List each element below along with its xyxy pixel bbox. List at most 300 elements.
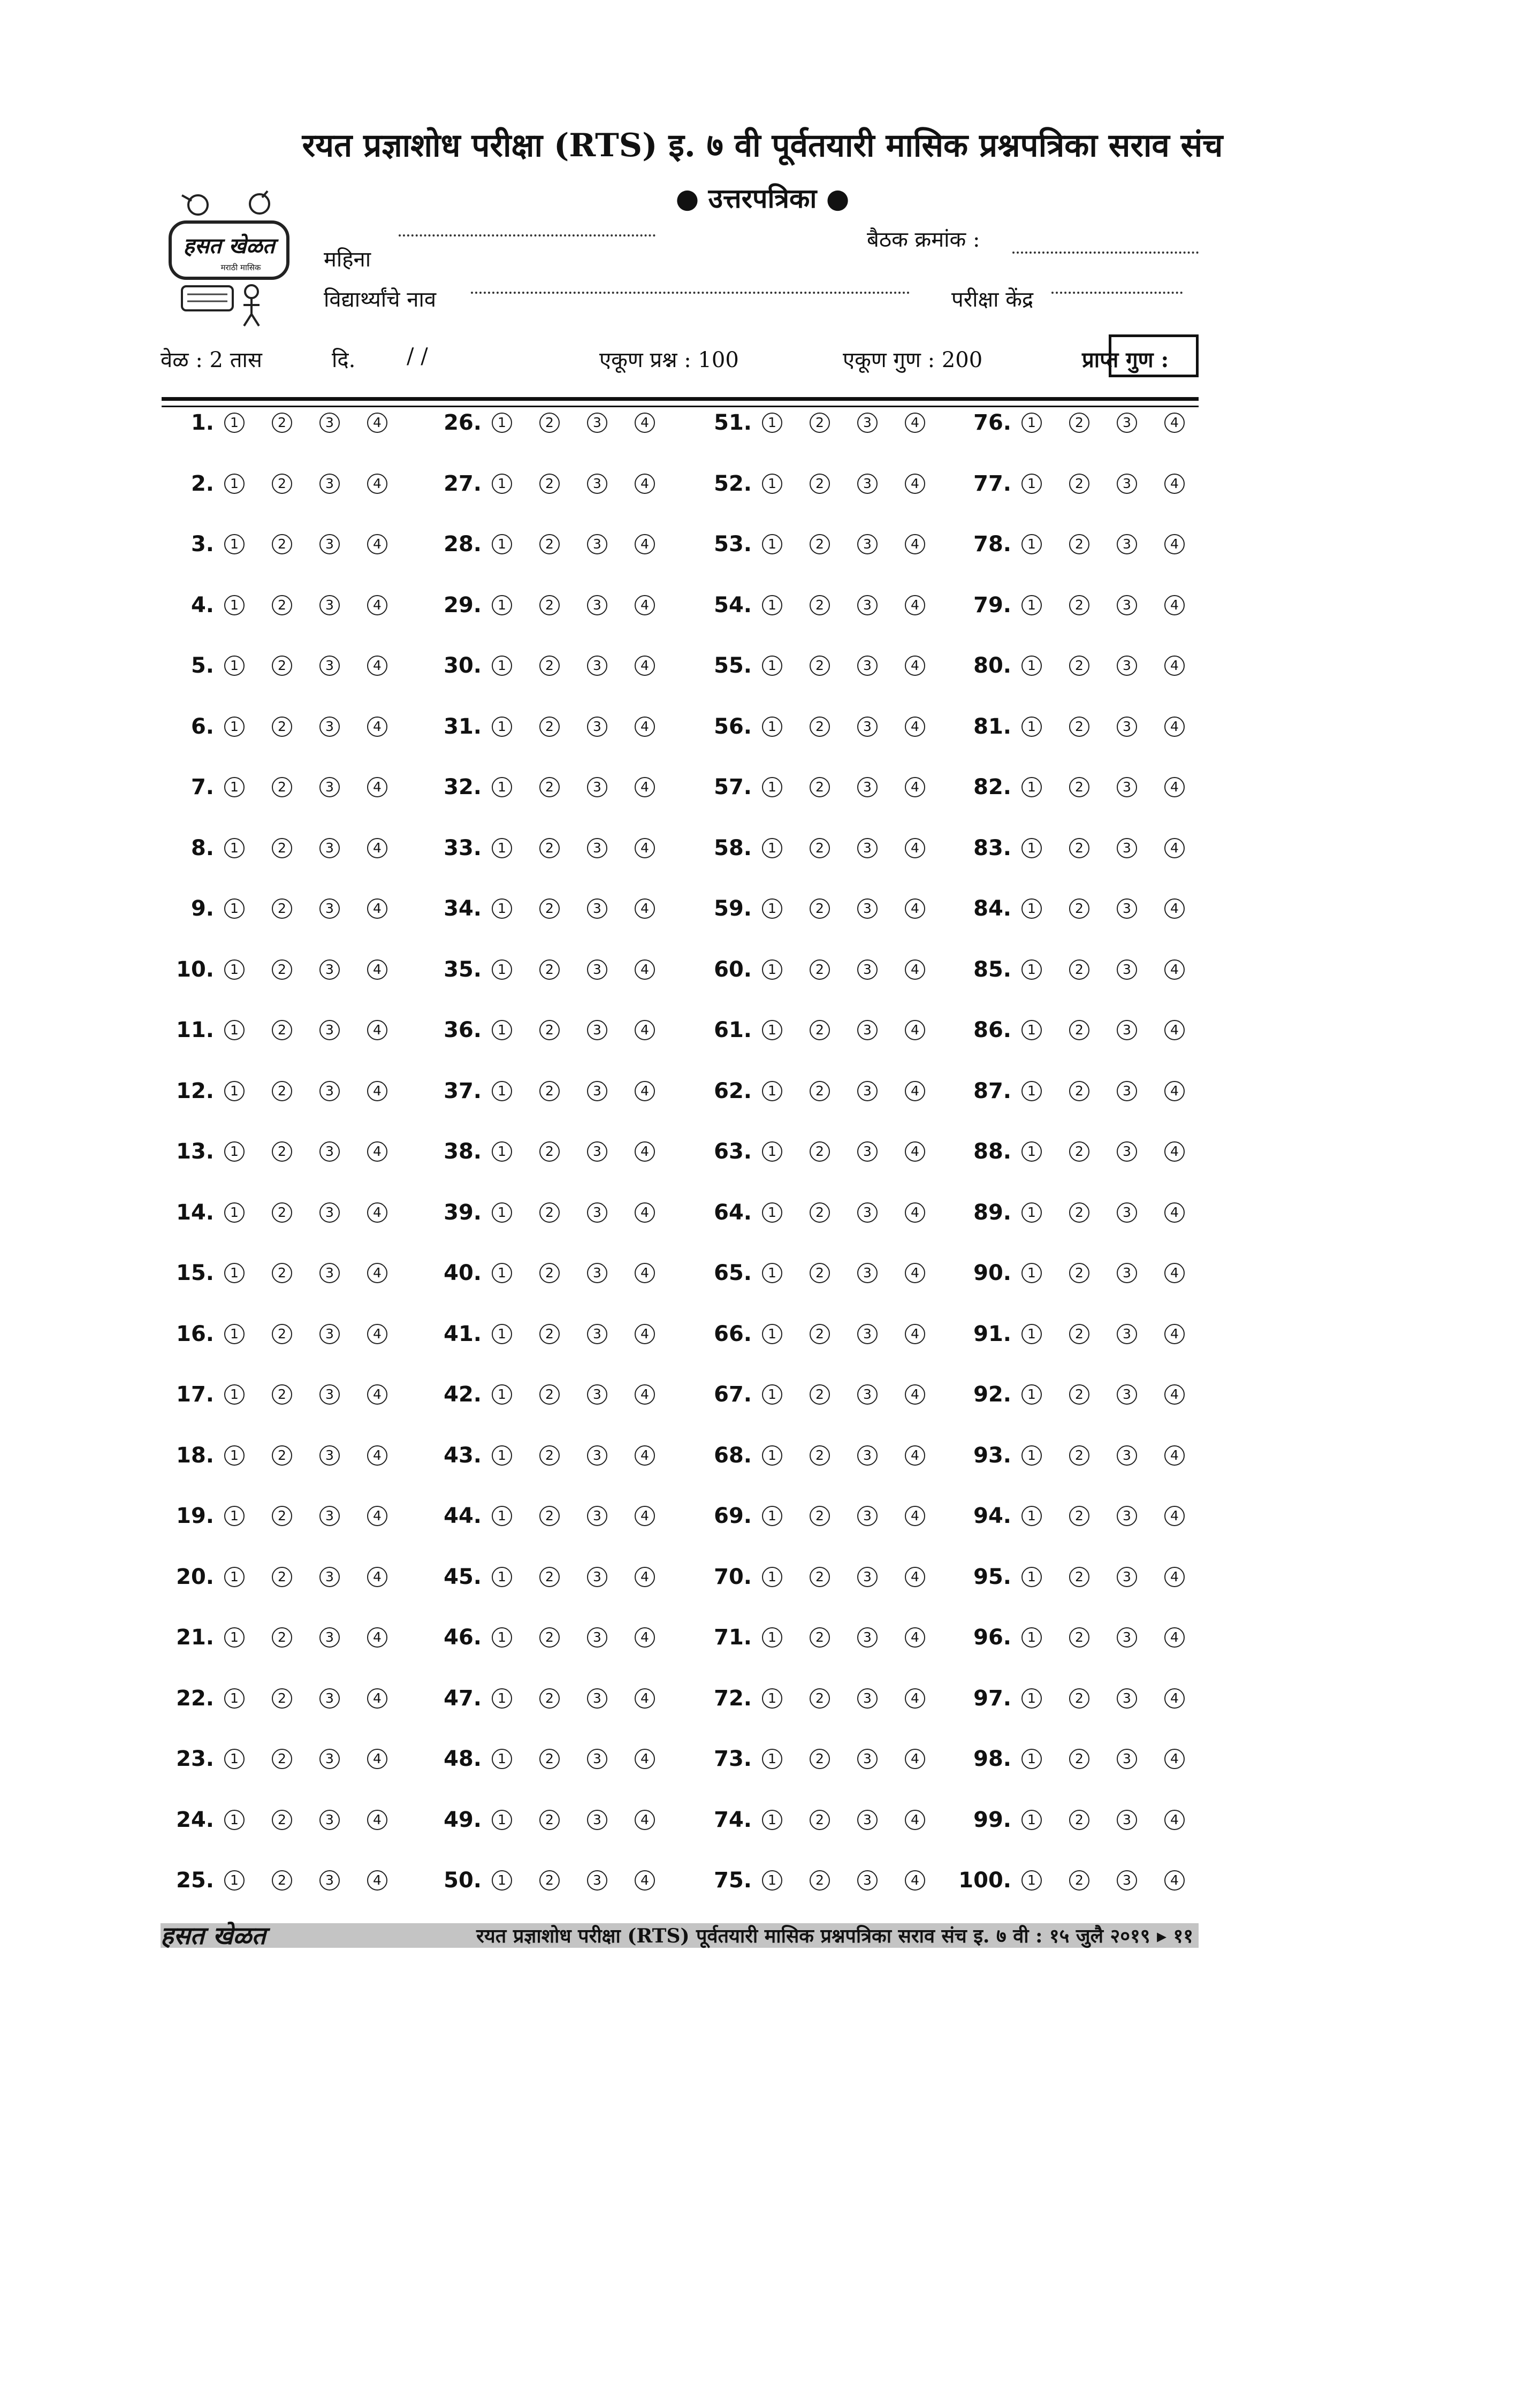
answer-bubble-1[interactable]: 1 [762, 1081, 782, 1101]
answer-bubble-4[interactable]: 4 [367, 595, 387, 615]
answer-bubble-1[interactable]: 1 [762, 1263, 782, 1283]
answer-bubble-1[interactable]: 1 [1021, 1020, 1042, 1040]
answer-bubble-2[interactable]: 2 [810, 1506, 830, 1526]
answer-bubble-1[interactable]: 1 [492, 1202, 512, 1223]
answer-bubble-3[interactable]: 3 [1117, 1384, 1137, 1405]
answer-bubble-1[interactable]: 1 [224, 1263, 245, 1283]
answer-bubble-4[interactable]: 4 [1164, 1749, 1185, 1769]
answer-bubble-1[interactable]: 1 [1021, 534, 1042, 554]
answer-bubble-2[interactable]: 2 [272, 1020, 292, 1040]
answer-bubble-2[interactable]: 2 [272, 898, 292, 919]
answer-bubble-4[interactable]: 4 [635, 1506, 655, 1526]
answer-bubble-1[interactable]: 1 [492, 1141, 512, 1162]
answer-bubble-3[interactable]: 3 [1117, 656, 1137, 676]
answer-bubble-1[interactable]: 1 [1021, 1749, 1042, 1769]
answer-bubble-2[interactable]: 2 [272, 413, 292, 433]
answer-bubble-3[interactable]: 3 [857, 534, 878, 554]
answer-bubble-1[interactable]: 1 [492, 1081, 512, 1101]
answer-bubble-1[interactable]: 1 [1021, 1081, 1042, 1101]
answer-bubble-3[interactable]: 3 [319, 1688, 340, 1709]
answer-bubble-1[interactable]: 1 [492, 959, 512, 980]
answer-bubble-3[interactable]: 3 [857, 1445, 878, 1466]
answer-bubble-3[interactable]: 3 [857, 1202, 878, 1223]
answer-bubble-4[interactable]: 4 [1164, 959, 1185, 980]
answer-bubble-3[interactable]: 3 [587, 474, 607, 494]
answer-bubble-4[interactable]: 4 [905, 1870, 925, 1891]
answer-bubble-4[interactable]: 4 [367, 1688, 387, 1709]
answer-bubble-3[interactable]: 3 [319, 1141, 340, 1162]
answer-bubble-1[interactable]: 1 [762, 1870, 782, 1891]
answer-bubble-4[interactable]: 4 [1164, 1627, 1185, 1648]
answer-bubble-3[interactable]: 3 [319, 413, 340, 433]
answer-bubble-3[interactable]: 3 [587, 1202, 607, 1223]
answer-bubble-2[interactable]: 2 [539, 1263, 560, 1283]
answer-bubble-2[interactable]: 2 [272, 1324, 292, 1344]
answer-bubble-3[interactable]: 3 [1117, 1749, 1137, 1769]
answer-bubble-1[interactable]: 1 [1021, 1810, 1042, 1830]
answer-bubble-4[interactable]: 4 [1164, 898, 1185, 919]
answer-bubble-1[interactable]: 1 [492, 1810, 512, 1830]
answer-bubble-2[interactable]: 2 [810, 898, 830, 919]
answer-bubble-3[interactable]: 3 [1117, 1567, 1137, 1587]
answer-bubble-1[interactable]: 1 [1021, 595, 1042, 615]
answer-bubble-4[interactable]: 4 [367, 474, 387, 494]
answer-bubble-2[interactable]: 2 [810, 1020, 830, 1040]
answer-bubble-4[interactable]: 4 [635, 413, 655, 433]
answer-bubble-3[interactable]: 3 [1117, 1810, 1137, 1830]
answer-bubble-3[interactable]: 3 [857, 1263, 878, 1283]
answer-bubble-1[interactable]: 1 [492, 656, 512, 676]
answer-bubble-4[interactable]: 4 [367, 1627, 387, 1648]
answer-bubble-1[interactable]: 1 [762, 777, 782, 797]
answer-bubble-2[interactable]: 2 [539, 1567, 560, 1587]
answer-bubble-1[interactable]: 1 [224, 656, 245, 676]
answer-bubble-4[interactable]: 4 [905, 1506, 925, 1526]
answer-bubble-1[interactable]: 1 [1021, 898, 1042, 919]
answer-bubble-2[interactable]: 2 [272, 1688, 292, 1709]
answer-bubble-3[interactable]: 3 [587, 1263, 607, 1283]
answer-bubble-4[interactable]: 4 [367, 959, 387, 980]
answer-bubble-1[interactable]: 1 [1021, 717, 1042, 737]
answer-bubble-4[interactable]: 4 [1164, 1081, 1185, 1101]
answer-bubble-2[interactable]: 2 [539, 595, 560, 615]
answer-bubble-4[interactable]: 4 [1164, 1506, 1185, 1526]
answer-bubble-4[interactable]: 4 [905, 1081, 925, 1101]
answer-bubble-4[interactable]: 4 [905, 777, 925, 797]
answer-bubble-4[interactable]: 4 [905, 1445, 925, 1466]
answer-bubble-1[interactable]: 1 [224, 474, 245, 494]
answer-bubble-2[interactable]: 2 [539, 1202, 560, 1223]
answer-bubble-4[interactable]: 4 [905, 1324, 925, 1344]
answer-bubble-4[interactable]: 4 [635, 1020, 655, 1040]
answer-bubble-2[interactable]: 2 [272, 1870, 292, 1891]
answer-bubble-4[interactable]: 4 [367, 534, 387, 554]
answer-bubble-4[interactable]: 4 [1164, 1445, 1185, 1466]
answer-bubble-1[interactable]: 1 [224, 1870, 245, 1891]
answer-bubble-3[interactable]: 3 [587, 959, 607, 980]
answer-bubble-2[interactable]: 2 [810, 1384, 830, 1405]
answer-bubble-2[interactable]: 2 [810, 595, 830, 615]
answer-bubble-1[interactable]: 1 [762, 656, 782, 676]
answer-bubble-4[interactable]: 4 [367, 1749, 387, 1769]
answer-bubble-3[interactable]: 3 [319, 959, 340, 980]
answer-bubble-1[interactable]: 1 [762, 1627, 782, 1648]
answer-bubble-4[interactable]: 4 [1164, 1870, 1185, 1891]
answer-bubble-3[interactable]: 3 [1117, 534, 1137, 554]
answer-bubble-2[interactable]: 2 [810, 1141, 830, 1162]
answer-bubble-4[interactable]: 4 [1164, 1810, 1185, 1830]
answer-bubble-3[interactable]: 3 [319, 1627, 340, 1648]
answer-bubble-3[interactable]: 3 [319, 1081, 340, 1101]
answer-bubble-2[interactable]: 2 [1069, 1688, 1089, 1709]
answer-bubble-2[interactable]: 2 [272, 1202, 292, 1223]
answer-bubble-3[interactable]: 3 [587, 898, 607, 919]
answer-bubble-2[interactable]: 2 [810, 1870, 830, 1891]
answer-bubble-3[interactable]: 3 [587, 777, 607, 797]
answer-bubble-1[interactable]: 1 [224, 777, 245, 797]
answer-bubble-1[interactable]: 1 [492, 1506, 512, 1526]
answer-bubble-4[interactable]: 4 [905, 413, 925, 433]
answer-bubble-4[interactable]: 4 [1164, 1384, 1185, 1405]
answer-bubble-4[interactable]: 4 [905, 474, 925, 494]
answer-bubble-2[interactable]: 2 [272, 838, 292, 858]
answer-bubble-1[interactable]: 1 [762, 1445, 782, 1466]
answer-bubble-1[interactable]: 1 [492, 1384, 512, 1405]
answer-bubble-3[interactable]: 3 [319, 1506, 340, 1526]
answer-bubble-1[interactable]: 1 [1021, 1567, 1042, 1587]
answer-bubble-2[interactable]: 2 [539, 1081, 560, 1101]
answer-bubble-3[interactable]: 3 [587, 1384, 607, 1405]
answer-bubble-3[interactable]: 3 [587, 656, 607, 676]
answer-bubble-4[interactable]: 4 [367, 1020, 387, 1040]
answer-bubble-1[interactable]: 1 [1021, 474, 1042, 494]
answer-bubble-1[interactable]: 1 [1021, 1627, 1042, 1648]
answer-bubble-1[interactable]: 1 [1021, 777, 1042, 797]
answer-bubble-1[interactable]: 1 [1021, 1202, 1042, 1223]
answer-bubble-2[interactable]: 2 [1069, 1141, 1089, 1162]
answer-bubble-2[interactable]: 2 [539, 1445, 560, 1466]
answer-bubble-4[interactable]: 4 [905, 959, 925, 980]
answer-bubble-1[interactable]: 1 [762, 959, 782, 980]
answer-bubble-3[interactable]: 3 [319, 1445, 340, 1466]
answer-bubble-3[interactable]: 3 [857, 1081, 878, 1101]
student-name-field[interactable] [471, 292, 910, 294]
answer-bubble-1[interactable]: 1 [1021, 1870, 1042, 1891]
answer-bubble-2[interactable]: 2 [272, 1141, 292, 1162]
answer-bubble-3[interactable]: 3 [857, 1688, 878, 1709]
answer-bubble-2[interactable]: 2 [1069, 1081, 1089, 1101]
answer-bubble-2[interactable]: 2 [539, 1870, 560, 1891]
answer-bubble-3[interactable]: 3 [857, 413, 878, 433]
answer-bubble-2[interactable]: 2 [1069, 1870, 1089, 1891]
answer-bubble-3[interactable]: 3 [587, 1324, 607, 1344]
answer-bubble-1[interactable]: 1 [492, 474, 512, 494]
answer-bubble-1[interactable]: 1 [762, 1202, 782, 1223]
answer-bubble-3[interactable]: 3 [319, 1567, 340, 1587]
answer-bubble-4[interactable]: 4 [1164, 838, 1185, 858]
answer-bubble-1[interactable]: 1 [762, 1384, 782, 1405]
answer-bubble-1[interactable]: 1 [224, 1749, 245, 1769]
answer-bubble-3[interactable]: 3 [1117, 1688, 1137, 1709]
answer-bubble-4[interactable]: 4 [905, 1202, 925, 1223]
answer-bubble-2[interactable]: 2 [810, 1627, 830, 1648]
answer-bubble-4[interactable]: 4 [635, 1384, 655, 1405]
answer-bubble-1[interactable]: 1 [762, 1141, 782, 1162]
answer-bubble-3[interactable]: 3 [1117, 717, 1137, 737]
answer-bubble-4[interactable]: 4 [905, 1020, 925, 1040]
answer-bubble-4[interactable]: 4 [367, 1202, 387, 1223]
answer-bubble-4[interactable]: 4 [367, 717, 387, 737]
answer-bubble-2[interactable]: 2 [1069, 534, 1089, 554]
answer-bubble-3[interactable]: 3 [857, 1141, 878, 1162]
answer-bubble-3[interactable]: 3 [587, 534, 607, 554]
answer-bubble-3[interactable]: 3 [1117, 1202, 1137, 1223]
answer-bubble-2[interactable]: 2 [539, 838, 560, 858]
answer-bubble-3[interactable]: 3 [857, 1627, 878, 1648]
answer-bubble-1[interactable]: 1 [762, 534, 782, 554]
answer-bubble-4[interactable]: 4 [905, 838, 925, 858]
answer-bubble-4[interactable]: 4 [367, 777, 387, 797]
answer-bubble-3[interactable]: 3 [857, 1324, 878, 1344]
answer-bubble-2[interactable]: 2 [1069, 413, 1089, 433]
answer-bubble-1[interactable]: 1 [1021, 1263, 1042, 1283]
answer-bubble-1[interactable]: 1 [1021, 1384, 1042, 1405]
answer-bubble-3[interactable]: 3 [587, 838, 607, 858]
answer-bubble-4[interactable]: 4 [635, 656, 655, 676]
answer-bubble-3[interactable]: 3 [857, 1567, 878, 1587]
answer-bubble-4[interactable]: 4 [635, 1627, 655, 1648]
answer-bubble-4[interactable]: 4 [635, 534, 655, 554]
answer-bubble-2[interactable]: 2 [810, 1263, 830, 1283]
answer-bubble-4[interactable]: 4 [367, 1445, 387, 1466]
answer-bubble-2[interactable]: 2 [272, 595, 292, 615]
month-field[interactable] [399, 234, 655, 237]
answer-bubble-2[interactable]: 2 [1069, 1020, 1089, 1040]
answer-bubble-3[interactable]: 3 [319, 717, 340, 737]
answer-bubble-4[interactable]: 4 [1164, 534, 1185, 554]
answer-bubble-2[interactable]: 2 [539, 1749, 560, 1769]
answer-bubble-4[interactable]: 4 [1164, 717, 1185, 737]
answer-bubble-3[interactable]: 3 [319, 1810, 340, 1830]
answer-bubble-4[interactable]: 4 [367, 1324, 387, 1344]
answer-bubble-3[interactable]: 3 [319, 1870, 340, 1891]
answer-bubble-2[interactable]: 2 [539, 1810, 560, 1830]
answer-bubble-3[interactable]: 3 [1117, 1263, 1137, 1283]
answer-bubble-1[interactable]: 1 [762, 1020, 782, 1040]
answer-bubble-2[interactable]: 2 [539, 1324, 560, 1344]
answer-bubble-3[interactable]: 3 [587, 595, 607, 615]
answer-bubble-4[interactable]: 4 [635, 1263, 655, 1283]
answer-bubble-2[interactable]: 2 [539, 717, 560, 737]
answer-bubble-3[interactable]: 3 [587, 1445, 607, 1466]
answer-bubble-2[interactable]: 2 [1069, 1384, 1089, 1405]
answer-bubble-2[interactable]: 2 [1069, 1202, 1089, 1223]
answer-bubble-4[interactable]: 4 [1164, 1688, 1185, 1709]
answer-bubble-2[interactable]: 2 [810, 717, 830, 737]
answer-bubble-1[interactable]: 1 [762, 1810, 782, 1830]
answer-bubble-3[interactable]: 3 [319, 838, 340, 858]
answer-bubble-4[interactable]: 4 [635, 1870, 655, 1891]
answer-bubble-4[interactable]: 4 [635, 1445, 655, 1466]
answer-bubble-2[interactable]: 2 [272, 1445, 292, 1466]
answer-bubble-2[interactable]: 2 [1069, 959, 1089, 980]
answer-bubble-3[interactable]: 3 [857, 1384, 878, 1405]
answer-bubble-1[interactable]: 1 [1021, 1445, 1042, 1466]
answer-bubble-4[interactable]: 4 [635, 1688, 655, 1709]
answer-bubble-3[interactable]: 3 [1117, 1627, 1137, 1648]
answer-bubble-2[interactable]: 2 [810, 1445, 830, 1466]
answer-bubble-3[interactable]: 3 [587, 413, 607, 433]
answer-bubble-3[interactable]: 3 [857, 1020, 878, 1040]
answer-bubble-3[interactable]: 3 [857, 777, 878, 797]
answer-bubble-3[interactable]: 3 [857, 898, 878, 919]
answer-bubble-2[interactable]: 2 [810, 1202, 830, 1223]
answer-bubble-1[interactable]: 1 [492, 534, 512, 554]
answer-bubble-1[interactable]: 1 [224, 1567, 245, 1587]
answer-bubble-1[interactable]: 1 [224, 1384, 245, 1405]
answer-bubble-2[interactable]: 2 [539, 959, 560, 980]
exam-center-field[interactable] [1051, 292, 1183, 294]
answer-bubble-1[interactable]: 1 [1021, 413, 1042, 433]
answer-bubble-4[interactable]: 4 [367, 1567, 387, 1587]
answer-bubble-2[interactable]: 2 [272, 474, 292, 494]
answer-bubble-4[interactable]: 4 [635, 1749, 655, 1769]
answer-bubble-2[interactable]: 2 [810, 1749, 830, 1769]
answer-bubble-2[interactable]: 2 [1069, 777, 1089, 797]
answer-bubble-4[interactable]: 4 [1164, 474, 1185, 494]
answer-bubble-2[interactable]: 2 [539, 1688, 560, 1709]
answer-bubble-1[interactable]: 1 [762, 595, 782, 615]
answer-bubble-1[interactable]: 1 [224, 1141, 245, 1162]
answer-bubble-4[interactable]: 4 [367, 1870, 387, 1891]
answer-bubble-2[interactable]: 2 [272, 777, 292, 797]
obtained-marks-box[interactable] [1109, 334, 1199, 377]
answer-bubble-1[interactable]: 1 [762, 1688, 782, 1709]
answer-bubble-1[interactable]: 1 [224, 413, 245, 433]
answer-bubble-2[interactable]: 2 [1069, 1627, 1089, 1648]
answer-bubble-3[interactable]: 3 [1117, 413, 1137, 433]
answer-bubble-2[interactable]: 2 [539, 777, 560, 797]
answer-bubble-1[interactable]: 1 [1021, 1324, 1042, 1344]
seat-number-field[interactable] [1012, 252, 1199, 254]
answer-bubble-2[interactable]: 2 [1069, 1324, 1089, 1344]
answer-bubble-4[interactable]: 4 [367, 656, 387, 676]
answer-bubble-4[interactable]: 4 [635, 1141, 655, 1162]
answer-bubble-2[interactable]: 2 [539, 1506, 560, 1526]
answer-bubble-2[interactable]: 2 [810, 534, 830, 554]
answer-bubble-4[interactable]: 4 [635, 717, 655, 737]
answer-bubble-2[interactable]: 2 [810, 656, 830, 676]
answer-bubble-1[interactable]: 1 [492, 1445, 512, 1466]
answer-bubble-2[interactable]: 2 [810, 474, 830, 494]
answer-bubble-4[interactable]: 4 [635, 898, 655, 919]
answer-bubble-3[interactable]: 3 [857, 838, 878, 858]
answer-bubble-1[interactable]: 1 [492, 1567, 512, 1587]
answer-bubble-3[interactable]: 3 [857, 474, 878, 494]
answer-bubble-4[interactable]: 4 [635, 777, 655, 797]
answer-bubble-1[interactable]: 1 [224, 1506, 245, 1526]
answer-bubble-1[interactable]: 1 [492, 717, 512, 737]
answer-bubble-4[interactable]: 4 [635, 1324, 655, 1344]
answer-bubble-4[interactable]: 4 [905, 595, 925, 615]
answer-bubble-2[interactable]: 2 [539, 1020, 560, 1040]
answer-bubble-1[interactable]: 1 [762, 1324, 782, 1344]
answer-bubble-3[interactable]: 3 [857, 717, 878, 737]
answer-bubble-2[interactable]: 2 [1069, 898, 1089, 919]
answer-bubble-3[interactable]: 3 [587, 1506, 607, 1526]
answer-bubble-3[interactable]: 3 [587, 1688, 607, 1709]
answer-bubble-2[interactable]: 2 [810, 1081, 830, 1101]
answer-bubble-4[interactable]: 4 [635, 1810, 655, 1830]
answer-bubble-3[interactable]: 3 [1117, 1445, 1137, 1466]
answer-bubble-2[interactable]: 2 [272, 1749, 292, 1769]
answer-bubble-1[interactable]: 1 [762, 717, 782, 737]
answer-bubble-4[interactable]: 4 [367, 898, 387, 919]
answer-bubble-1[interactable]: 1 [762, 1506, 782, 1526]
answer-bubble-1[interactable]: 1 [762, 898, 782, 919]
answer-bubble-1[interactable]: 1 [224, 534, 245, 554]
answer-bubble-4[interactable]: 4 [1164, 1324, 1185, 1344]
answer-bubble-3[interactable]: 3 [587, 1810, 607, 1830]
answer-bubble-2[interactable]: 2 [272, 717, 292, 737]
answer-bubble-2[interactable]: 2 [810, 1567, 830, 1587]
answer-bubble-3[interactable]: 3 [1117, 1141, 1137, 1162]
answer-bubble-2[interactable]: 2 [272, 656, 292, 676]
answer-bubble-2[interactable]: 2 [272, 1627, 292, 1648]
answer-bubble-3[interactable]: 3 [319, 1324, 340, 1344]
answer-bubble-3[interactable]: 3 [319, 898, 340, 919]
answer-bubble-3[interactable]: 3 [857, 595, 878, 615]
answer-bubble-4[interactable]: 4 [1164, 1202, 1185, 1223]
answer-bubble-3[interactable]: 3 [319, 1020, 340, 1040]
answer-bubble-4[interactable]: 4 [905, 717, 925, 737]
answer-bubble-2[interactable]: 2 [539, 1141, 560, 1162]
answer-bubble-2[interactable]: 2 [810, 1810, 830, 1830]
answer-bubble-1[interactable]: 1 [492, 777, 512, 797]
answer-bubble-4[interactable]: 4 [905, 656, 925, 676]
answer-bubble-3[interactable]: 3 [587, 1627, 607, 1648]
answer-bubble-1[interactable]: 1 [492, 413, 512, 433]
answer-bubble-4[interactable]: 4 [1164, 1141, 1185, 1162]
answer-bubble-4[interactable]: 4 [367, 1081, 387, 1101]
answer-bubble-1[interactable]: 1 [224, 898, 245, 919]
answer-bubble-3[interactable]: 3 [1117, 898, 1137, 919]
answer-bubble-2[interactable]: 2 [272, 1506, 292, 1526]
answer-bubble-1[interactable]: 1 [492, 595, 512, 615]
answer-bubble-3[interactable]: 3 [319, 1263, 340, 1283]
answer-bubble-3[interactable]: 3 [857, 959, 878, 980]
answer-bubble-4[interactable]: 4 [905, 898, 925, 919]
answer-bubble-3[interactable]: 3 [587, 717, 607, 737]
answer-bubble-1[interactable]: 1 [224, 1324, 245, 1344]
answer-bubble-4[interactable]: 4 [905, 1810, 925, 1830]
answer-bubble-2[interactable]: 2 [539, 898, 560, 919]
answer-bubble-1[interactable]: 1 [1021, 838, 1042, 858]
answer-bubble-4[interactable]: 4 [367, 1263, 387, 1283]
answer-bubble-2[interactable]: 2 [272, 959, 292, 980]
answer-bubble-2[interactable]: 2 [1069, 1749, 1089, 1769]
answer-bubble-1[interactable]: 1 [492, 898, 512, 919]
answer-bubble-1[interactable]: 1 [762, 1567, 782, 1587]
answer-bubble-4[interactable]: 4 [905, 1749, 925, 1769]
answer-bubble-4[interactable]: 4 [905, 1688, 925, 1709]
answer-bubble-1[interactable]: 1 [224, 1020, 245, 1040]
answer-bubble-4[interactable]: 4 [367, 413, 387, 433]
answer-bubble-3[interactable]: 3 [1117, 1081, 1137, 1101]
answer-bubble-1[interactable]: 1 [224, 838, 245, 858]
answer-bubble-1[interactable]: 1 [492, 838, 512, 858]
answer-bubble-4[interactable]: 4 [1164, 595, 1185, 615]
